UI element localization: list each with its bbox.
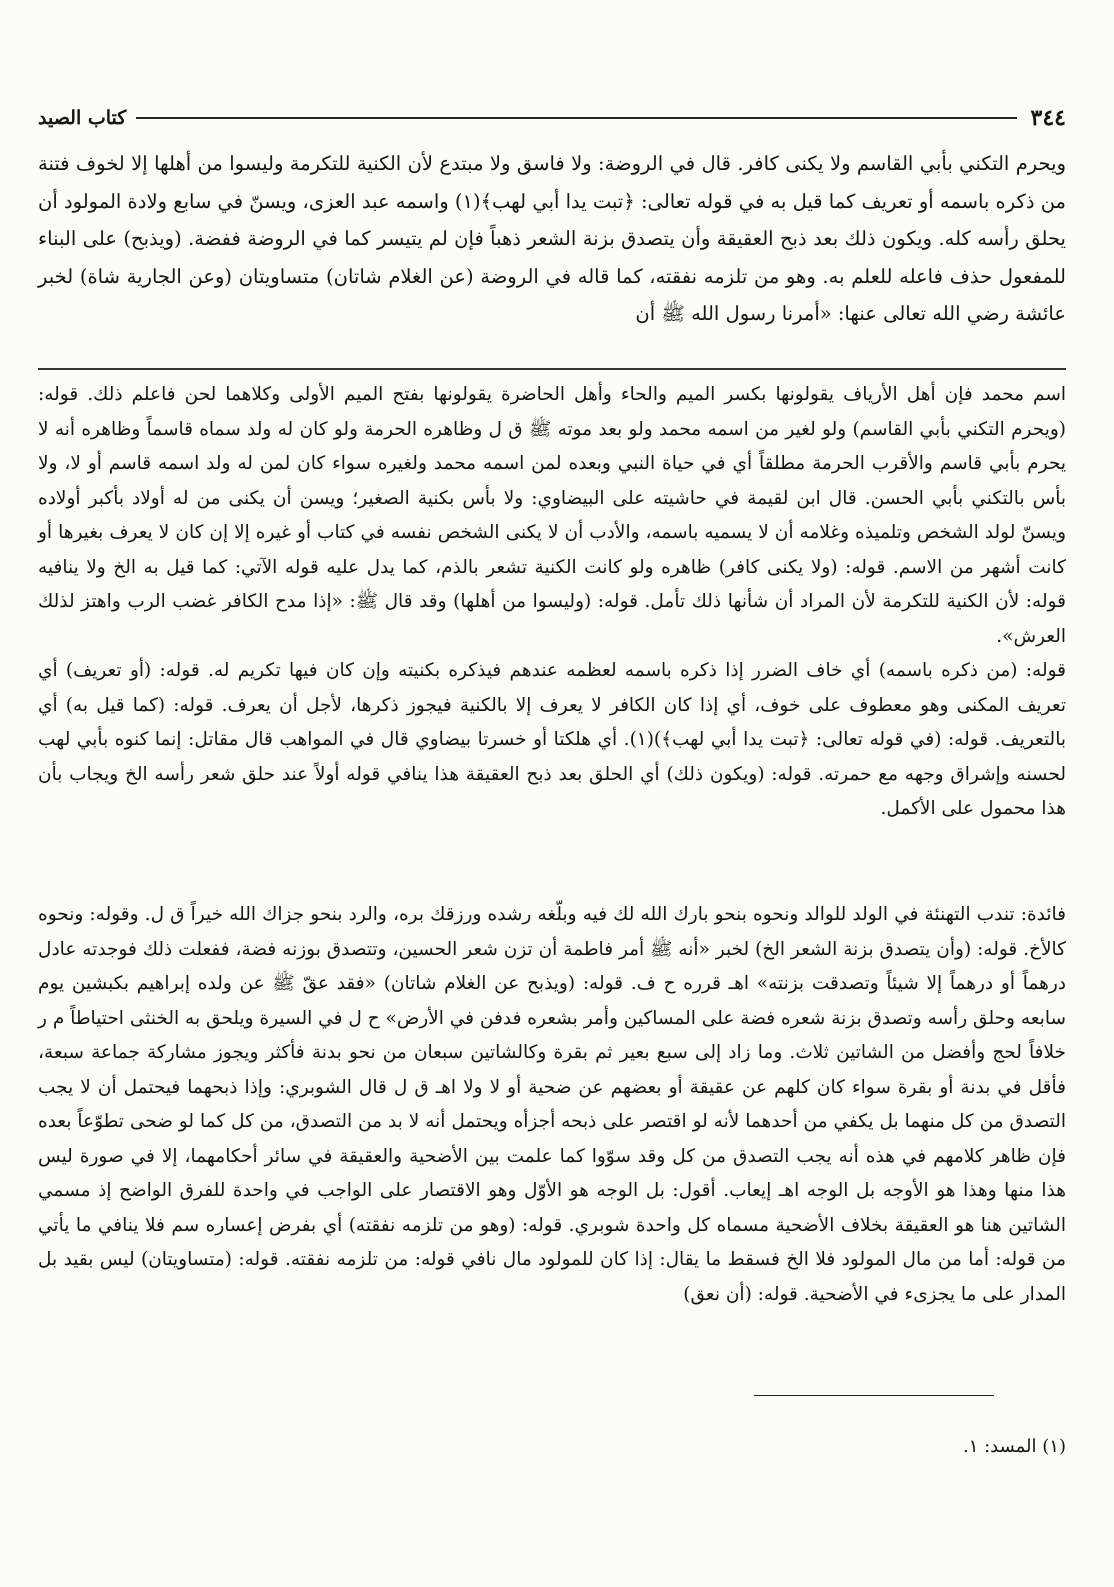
main-text	[38, 145, 1066, 333]
commentary-paragraph: قوله: (من ذكره باسمه) أي خاف الضرر إذا ذكره باسمه لعظمه عندهم فيذكره بكنيته وإن كان فيها تكريم له. قوله: (أو تعريف) أي تعريف المكنى وهو معطوف على خوف، أي إذا كان الكافر لا يعرف إلا بالكنية فيجوز ذكرها، لأجل أن يعرف. قوله: (كما قيل به) أي بالتعريف. قوله: (في قوله تعالى: ﴿تبت يدا أبي لهب﴾)(١). أي هلكتا أو خسرتا بيضاوي قال في المواهب قال مقاتل: إنما كنوه بأبي لهب لحسنه وإشراق وجهه مع حمرته. قوله: (ويكون ذلك) أي الحلق بعد ذبح العقيقة هذا ينافي قوله أولاً عند حلق شعر رأسه الخ ويجاب بأن هذا محمول على الأكمل.	[38, 660, 1066, 819]
chapter-title: كتاب الصيد	[38, 107, 127, 129]
benefit-paragraph: فائدة: تندب التهنئة في الولد للوالد ونحوه بنحو بارك الله لك فيه وبلّغه رشده ورزقك بره، والرد بنحو جزاك الله خيراً ق ل. وقوله: ونحوه كالأخ. قوله: (وأن يتصدق بزنة الشعر الخ) لخبر «أنه ﷺ أمر فاطمة أن تزن شعر الحسين، وتتصدق بوزنه فضة، ففعلت ذلك فوجدته عادل درهماً أو درهماً إلا شيئاً وتصدقت بزنته» اهـ قرره ح ف. قوله: (ويذبح عن الغلام شاتان) «فقد عقّ ﷺ عن ولده إبراهيم بكبشين يوم سابعه وحلق رأسه وتصدق بزنة شعره فضة على المساكين وأمر بشعره فدفن في الأرض» ح ل في السيرة ويلحق به الخنثى احتياطاً م ر خلافاً لحج وأفضل من الشاتين ثلاث. وما زاد إلى سبع بعير ثم بقرة وكالشاتين سبعان من نحو بدنة فأكثر ويجوز مشاركة جماعة سبعة، فأقل في بدنة أو بقرة سواء كان كلهم عن عقيقة أو بعضهم عن ضحية أو لا ولا اهـ ق ل قال الشوبري: وإذا ذبحهما فيحتمل أن لا يجب التصدق من كل منهما بل يكفي من أحدهما لأنه لو اقتصر على ذبحه أجزأه ويحتمل أنه لا بد من التصدق، من كل كما لو ضحى تطوّعاً بعده فإن ظاهر كلامهم في هذه أنه يجب التصدق من كل وقد سوّوا كما علمت بين الأضحية والعقيقة في سائر أحكامهما، إلا في صورة ليس هذا منها وهذا هو الأوجه بل الوجه اهـ إيعاب. أقول: بل الوجه هو الأوّل وهو الاقتصار على الواجب في واحدة للفرق الواضح إذ مسمي الشاتين هنا هو العقيقة بخلاف الأضحية مسماه كل واحدة شوبري. قوله: (وهو من تلزمه نفقته) أي بفرض إعساره سم فلا ينافي ما يأتي من قوله: أما من مال المولود فلا الخ فسقط ما يقال: إذا كان للمولود مال نافي قوله: من تلزمه نفقته. قوله: (متساويتان) ليس بقيد بل المدار على ما يجزىء في الأضحية. قوله: (أن نعق)	[38, 904, 1066, 1305]
page-header	[38, 98, 1066, 138]
footnote: (١) المسد: ١.	[962, 1436, 1066, 1457]
benefit-section	[38, 898, 1066, 1312]
page-number: ٣٤٤	[1030, 105, 1066, 131]
text-separator	[38, 368, 1066, 370]
footnote-separator	[754, 1395, 994, 1396]
commentary-paragraph: اسم محمد فإن أهل الأرياف يقولونها بكسر الميم والحاء وأهل الحاضرة يقولونها بفتح الميم الأولى وكلاهما لحن فاعلم ذلك. قوله: (ويحرم التكني بأبي القاسم) ولو لغير من اسمه محمد ولو بعد موته ﷺ ق ل وظاهره الحرمة ولو كان له ولد سماه قاسماً وظاهره أنه لا يحرم بأبي قاسم والأقرب الحرمة مطلقاً أي في حياة النبي وبعده لمن اسمه محمد ولغيره سواء كان لمن له ولد اسمه قاسم أو لا، ولا بأس بالتكني بأبي الحسن. قال ابن لقيمة في حاشيته على البيضاوي: ولا بأس بكنية الصغير؛ ويسن أن يكنى من له أولاد بأكبر أولاده ويسنّ لولد الشخص وتلميذه وغلامه أن لا يسميه باسمه، والأدب أن لا يكنى الشخص نفسه في كتاب أو غيره إلا إن كان لا يعرف بغيرها أو كانت أشهر من الاسم. قوله: (ولا يكنى كافر) ظاهره ولو كانت الكنية تشعر بالذم، كما يدل عليه قوله الآتي: كما قيل به الخ ولا ينافيه قوله: لأن الكنية للتكرمة لأن المراد أن شأنها ذلك تأمل. قوله: (وليسوا من أهلها) وقد قال ﷺ: «إذا مدح الكافر غضب الرب واهتز لذلك العرش».	[38, 384, 1066, 647]
header-rule	[136, 117, 1016, 119]
main-paragraph: ويحرم التكني بأبي القاسم ولا يكنى كافر. قال في الروضة: ولا فاسق ولا مبتدع لأن الكنية للتكرمة وليسوا من أهلها إلا لخوف فتنة من ذكره باسمه أو تعريف كما قيل به في قوله تعالى: ﴿تبت يدا أبي لهب﴾(١) واسمه عبد العزى، ويسنّ في سابع ولادة المولود أن يحلق رأسه كله. ويكون ذلك بعد ذبح العقيقة وأن يتصدق بزنة الشعر ذهباً فإن لم يتيسر كما في الروضة ففضة. (ويذبح) على البناء للمفعول حذف فاعله للعلم به. وهو من تلزمه نفقته، كما قاله في الروضة (عن الغلام شاتان) متساويتان (وعن الجارية شاة) لخبر عائشة رضي الله تعالى عنها: «أمرنا رسول الله ﷺ أن	[38, 152, 1066, 325]
commentary-text	[38, 378, 1066, 827]
